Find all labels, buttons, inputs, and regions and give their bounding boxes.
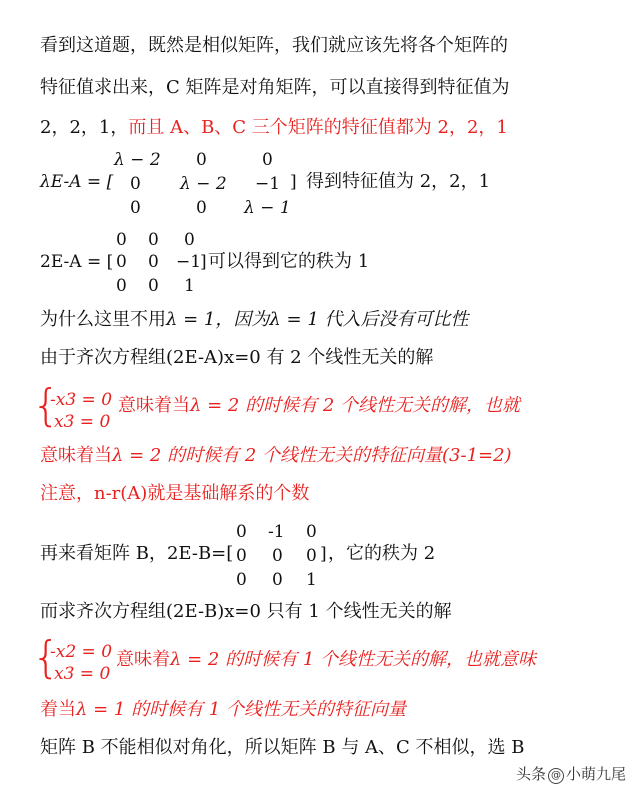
equation: -x2 = 0	[50, 642, 113, 662]
matrix-cell: 0	[148, 276, 159, 296]
homogeneous-a: 由于齐次方程组(2E-A)x=0 有 2 个线性无关的解	[40, 347, 434, 368]
homogeneous-b: 而求齐次方程组(2E-B)x=0 只有 1 个线性无关的解	[40, 601, 452, 622]
matrix-cell: −1	[255, 174, 281, 194]
text: 的时候有 2 个线性无关的特征向量(3-1=2)	[161, 445, 512, 466]
matrix-cell: 0	[262, 150, 273, 170]
matrix-close: ]	[290, 172, 297, 192]
matrix-result: ，它的秩为 2	[328, 543, 436, 564]
watermark	[516, 763, 626, 784]
matrix-cell: 0	[196, 150, 207, 170]
matrix-close: ]	[200, 252, 207, 272]
conclusion-line: 矩阵 B 不能相似对角化，所以矩阵 B 与 A、C 不相似，选 B	[40, 737, 525, 758]
system-b-text	[116, 648, 536, 672]
text: 的时候有 1 个线性无关的解，也就意味	[219, 649, 537, 670]
matrix-cell: 0	[148, 252, 159, 272]
matrix-cell: 0	[236, 570, 247, 590]
why-line	[40, 308, 469, 332]
equation: -x3 = 0	[50, 390, 113, 410]
matrix-cell: λ − 2	[114, 150, 161, 170]
matrix-cell: 0	[130, 198, 141, 218]
at-icon: @	[548, 768, 564, 784]
matrix-lhs: 再来看矩阵 B，2E-B=[	[40, 543, 234, 564]
system-a-text	[118, 394, 520, 418]
matrix-cell: 0	[272, 546, 283, 566]
text-line-2: 特征值求出来，C 矩阵是对角矩阵，可以直接得到特征值为	[40, 77, 510, 98]
matrix-cell: 0	[236, 522, 247, 542]
matrix-cell: 0	[116, 230, 127, 250]
text: 的时候有 2 个线性无关的解，也就	[239, 395, 521, 416]
brace-icon: {	[32, 380, 60, 431]
why-text: 为什么这里不用	[40, 309, 166, 330]
matrix-cell: −1	[176, 252, 202, 272]
text: 的时候有 1 个线性无关的特征向量	[125, 699, 407, 720]
equation: x3 = 0	[54, 412, 111, 432]
matrix-cell: 0	[116, 252, 127, 272]
watermark-prefix: 头条	[515, 765, 546, 783]
matrix-cell: 1	[184, 276, 195, 296]
watermark-name: 小萌九尾	[565, 765, 626, 783]
brace-icon: {	[32, 632, 60, 683]
note-line: 注意，n-r(A)就是基础解系的个数	[40, 483, 310, 504]
text: 意味着当	[40, 445, 112, 466]
why-text: ，因为	[215, 309, 270, 330]
matrix-cell: 0	[184, 230, 195, 250]
matrix-cell: 0	[272, 570, 283, 590]
text: 着当	[40, 699, 76, 720]
matrix-cell: 0	[130, 174, 141, 194]
matrix-lhs: λE-A = [	[40, 172, 114, 192]
why-text: 代入后没有可比性	[318, 309, 469, 330]
matrix-cell: 0	[116, 276, 127, 296]
math-lambda: λ = 2	[190, 395, 240, 416]
b-vector-line	[40, 698, 406, 722]
text: 意味着	[116, 649, 170, 670]
matrix-result: 得到特征值为 2，2，1	[306, 171, 491, 192]
math-lambda: λ = 2	[112, 445, 162, 466]
vectors-line	[40, 444, 512, 468]
text-line-1: 看到这道题，既然是相似矩阵，我们就应该先将各个矩阵的	[40, 35, 508, 56]
math-lambda: λ = 1	[76, 699, 126, 720]
matrix-cell: 0	[306, 546, 317, 566]
matrix-cell: 0	[196, 198, 207, 218]
matrix-cell: 1	[306, 570, 317, 590]
matrix-cell: 0	[148, 230, 159, 250]
text-line-3	[40, 116, 508, 140]
math-lambda: λ = 1	[269, 309, 319, 330]
text: 意味着当	[118, 395, 190, 416]
math-lambda: λ = 1	[166, 309, 216, 330]
eigenvalues-text: 2，2，1，	[40, 117, 129, 138]
matrix-cell: -1	[268, 522, 285, 542]
matrix-cell: 0	[306, 522, 317, 542]
matrix-cell: 0	[236, 546, 247, 566]
matrix-cell: λ − 2	[180, 174, 227, 194]
matrix-lhs: 2E-A = [	[40, 252, 114, 272]
matrix-close: ]	[320, 544, 327, 564]
math-lambda: λ = 2	[170, 649, 220, 670]
matrix-result: 可以得到它的秩为 1	[208, 251, 370, 272]
equation: x3 = 0	[54, 664, 111, 684]
matrix-cell: λ − 1	[244, 198, 291, 218]
eigenvalues-note: 而且 A、B、C 三个矩阵的特征值都为 2，2，1	[128, 117, 508, 138]
